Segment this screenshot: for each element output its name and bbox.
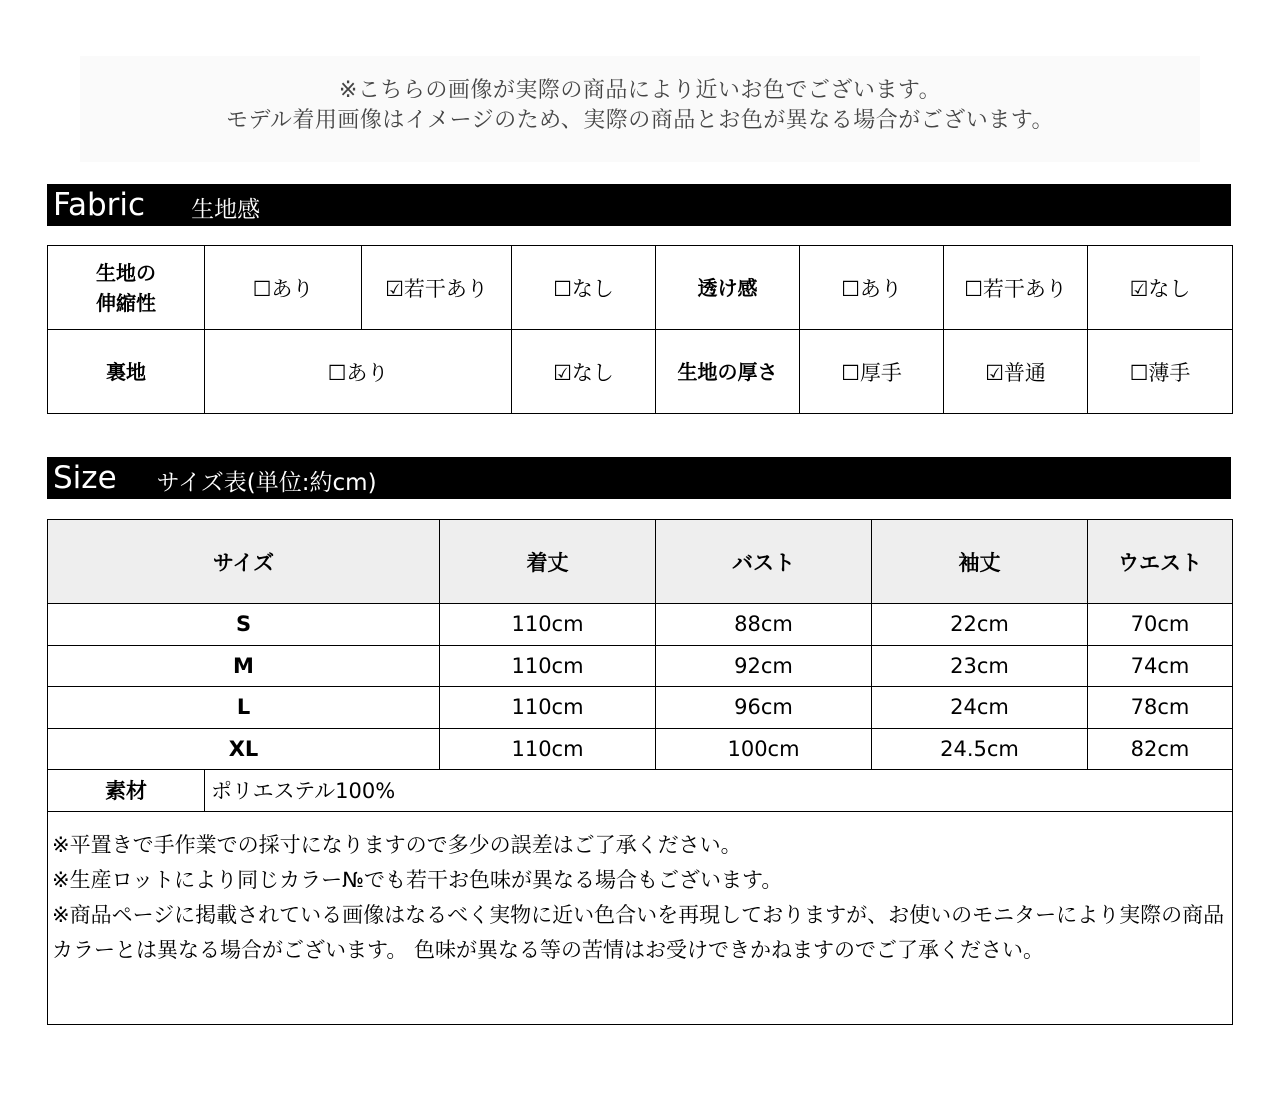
sleeve-cell: 23cm bbox=[872, 645, 1088, 687]
stretch-label-line-1: 生地の bbox=[96, 260, 156, 285]
header-sleeve: 袖丈 bbox=[872, 520, 1088, 604]
size-table bbox=[47, 519, 1233, 1025]
sheer-label: 透け感 bbox=[656, 246, 800, 330]
stretch-option-no: ☐なし bbox=[512, 246, 656, 330]
sheer-option-slight: ☐若干あり bbox=[944, 246, 1088, 330]
color-notice bbox=[80, 56, 1200, 162]
lining-label: 裏地 bbox=[48, 330, 205, 414]
length-cell: 110cm bbox=[440, 645, 656, 687]
size-cell: XL bbox=[48, 728, 440, 770]
size-subtitle: サイズ表(単位:約cm) bbox=[156, 469, 377, 496]
sleeve-cell: 24.5cm bbox=[872, 728, 1088, 770]
material-row bbox=[48, 770, 1233, 812]
header-waist: ウエスト bbox=[1088, 520, 1233, 604]
sleeve-cell: 24cm bbox=[872, 687, 1088, 729]
stretch-option-slight: ☑若干あり bbox=[362, 246, 512, 330]
waist-cell: 82cm bbox=[1088, 728, 1233, 770]
sheer-option-no: ☑なし bbox=[1088, 246, 1233, 330]
fabric-row-stretch bbox=[48, 246, 1233, 330]
size-cell: L bbox=[48, 687, 440, 729]
header-bust: バスト bbox=[656, 520, 872, 604]
fabric-row-lining bbox=[48, 330, 1233, 414]
notice-line-1: ※こちらの画像が実際の商品により近いお色でございます。 bbox=[338, 78, 942, 103]
fabric-section-header bbox=[47, 184, 1231, 226]
fabric-subtitle: 生地感 bbox=[191, 196, 261, 223]
waist-cell: 78cm bbox=[1088, 687, 1233, 729]
table-row bbox=[48, 687, 1233, 729]
bust-cell: 88cm bbox=[656, 604, 872, 646]
stretch-option-yes: ☐あり bbox=[205, 246, 362, 330]
bust-cell: 100cm bbox=[656, 728, 872, 770]
bust-cell: 92cm bbox=[656, 645, 872, 687]
size-cell: S bbox=[48, 604, 440, 646]
table-row bbox=[48, 728, 1233, 770]
fabric-table bbox=[47, 245, 1233, 414]
note-1: ※平置きで手作業での採寸になりますので多少の誤差はご了承ください。 bbox=[52, 832, 742, 857]
length-cell: 110cm bbox=[440, 687, 656, 729]
header-size: サイズ bbox=[48, 520, 440, 604]
size-header-row bbox=[48, 520, 1233, 604]
waist-cell: 74cm bbox=[1088, 645, 1233, 687]
fabric-title: Fabric bbox=[53, 187, 146, 223]
bust-cell: 96cm bbox=[656, 687, 872, 729]
sleeve-cell: 22cm bbox=[872, 604, 1088, 646]
note-2: ※生産ロットにより同じカラー№でも若干お色味が異なる場合もございます。 bbox=[52, 867, 783, 892]
notice-line-2: モデル着用画像はイメージのため、実際の商品とお色が異なる場合がございます。 bbox=[225, 108, 1055, 133]
material-value: ポリエステル100% bbox=[205, 770, 1233, 812]
table-row bbox=[48, 604, 1233, 646]
lining-option-no: ☑なし bbox=[512, 330, 656, 414]
note-3: ※商品ページに掲載されている画像はなるべく実物に近い色合いを再現しておりますが、お使いのモニターにより実際の商品カラーとは異なる場合がございます。 色味が異なる等の苦情はお受けできかねますのでご了承ください。 bbox=[52, 902, 1225, 962]
size-section-header bbox=[47, 457, 1231, 499]
material-label: 素材 bbox=[48, 770, 205, 812]
notes-row bbox=[48, 811, 1233, 1024]
stretch-label-line-2: 伸縮性 bbox=[96, 290, 156, 315]
stretch-label bbox=[48, 246, 205, 330]
waist-cell: 70cm bbox=[1088, 604, 1233, 646]
thickness-option-thin: ☐薄手 bbox=[1088, 330, 1233, 414]
thickness-option-thick: ☐厚手 bbox=[800, 330, 944, 414]
notes-cell bbox=[48, 811, 1233, 1024]
size-cell: M bbox=[48, 645, 440, 687]
lining-option-yes: ☐あり bbox=[205, 330, 512, 414]
header-length: 着丈 bbox=[440, 520, 656, 604]
length-cell: 110cm bbox=[440, 604, 656, 646]
length-cell: 110cm bbox=[440, 728, 656, 770]
sheer-option-yes: ☐あり bbox=[800, 246, 944, 330]
table-row bbox=[48, 645, 1233, 687]
thickness-label: 生地の厚さ bbox=[656, 330, 800, 414]
size-title: Size bbox=[53, 460, 117, 496]
thickness-option-normal: ☑普通 bbox=[944, 330, 1088, 414]
